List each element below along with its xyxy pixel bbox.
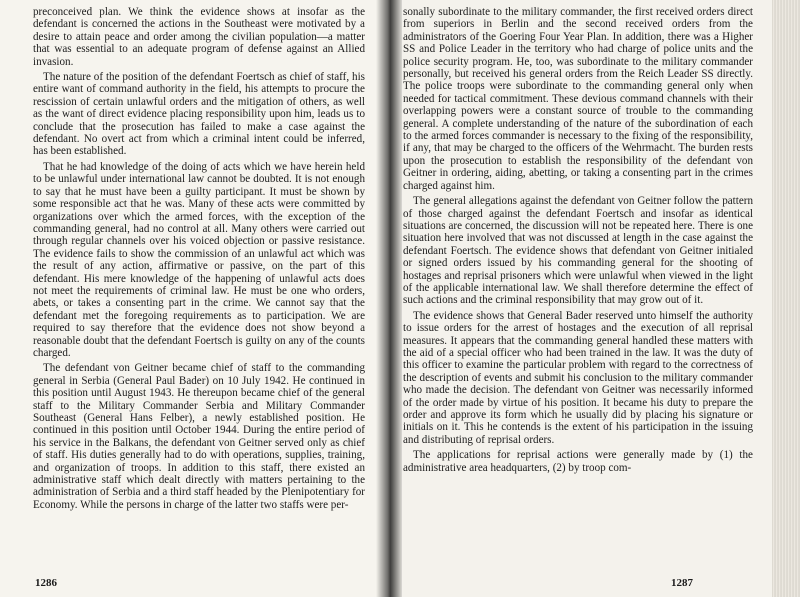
right-page-number: 1287	[671, 577, 693, 589]
paragraph: The defendant von Geitner became chief of staff to the commanding general in Serbia (General Paul Bader) on 10 July 1942. He continued in this position until August 1943. He thereupon became chief of the general staff to the Military Commander Serbia and Military Commander Southeast (General Hans Felber), a newly established position. He continued in this position until October 1944. During the entire period of his service in the Balkans, the defendant von Geitner served only as chief of staff. His duties generally had to do with operations, supplies, training, and organization of troops. In addition to this staff, there existed an administrative staff which dealt directly with matters pertaining to the administration of Serbia and a third staff headed by the Plenipotentiary for Economy. While the persons in charge of the latter two staffs were per-	[33, 362, 365, 511]
paragraph: sonally subordinate to the military commander, the first received orders direct from superiors in Berlin and the second received orders from the administrators of the Goering Four Year Plan. In addition, there was a Higher SS and Police Leader in the territory who had charge of police units and the police security program. He, too, was subordinate to the military commander personally, but received his general orders from the Reich Leader SS directly. The police troops were subordinate to the commanding general only when needed for tactical commitment. These devious command channels with their overlapping powers were a constant source of trouble to the commanding general. A complete understanding of the nature of the subordination of each to the armed forces commander is necessary to the fixing of the responsibility, if any, that may be charged to the officers of the Wehrmacht. The burden rests upon the prosecution to establish the responsibility of the defendant von Geitner in ordering, aiding, abetting, or taking a consenting part in the crimes charged against him.	[403, 6, 753, 192]
left-page-text	[33, 6, 365, 514]
paragraph: The general allegations against the defendant von Geitner follow the pattern of those charged against the defendant Foertsch and insofar as identical situations are concerned, the discussion will not be repeated here. There is one situation here involved that was not discussed at length in the case against the defendant Foertsch. The evidence shows that defendant von Geitner initialed or signed orders issued by his commanding general for the shooting of hostages and reprisal prisoners which were unlawful when viewed in the light of the applicable international law. We shall therefore determine the effect of such actions and the criminal responsibility that may grow out of it.	[403, 195, 753, 307]
page-edges	[772, 0, 800, 597]
left-page-number: 1286	[35, 577, 57, 589]
paragraph: preconceived plan. We think the evidence shows at insofar as the defendant is concerned the actions in the Southeast were motivated by a desire to attain peace and order among the civilian population—a matter that was essential to an adequate program of defense against an Allied invasion.	[33, 6, 365, 68]
right-page-text	[403, 6, 753, 477]
paragraph: The evidence shows that General Bader reserved unto himself the authority to issue orders for the arrest of hostages and the execution of all reprisal measures. It appears that the commanding general handled these matters with the aid of a special officer who had been trained in the law. It was the duty of this officer to examine the particular problem with regard to the correctness of the description of events and submit his conclusion to the military commander who made the decision. The defendant von Geitner was necessarily informed of the order made by virtue of his position. It became his duty to prepare the order and approve its form which he usually did by placing his signature or initials on it. This he contends is the extent of his participation in the issuing and distributing of reprisal orders.	[403, 309, 753, 446]
paragraph: That he had knowledge of the doing of acts which we have herein held to be unlawful under international law cannot be doubted. It is not enough to say that he must have been a guilty participant. It must be shown by some responsible act that he was. Many of these acts were committed by organizations over which the armed forces, with the exception of the commanding general, had no control at all. Many others were carried out through regular channels over his voiced objection or passive resistance. The evidence fails to show the commission of an unlawful act which was the result of any action, affirmative or passive, on the part of this defendant. His mere knowledge of the happening of unlawful acts does not meet the requirements of criminal law. He must be one who orders, abets, or takes a consenting part in the crime. We cannot say that the defendant met the foregoing requirements as to participation. We are required to say therefore that the evidence does not show beyond a reasonable doubt that the defendant Foertsch is guilty on any of the counts charged.	[33, 160, 365, 359]
paragraph: The applications for reprisal actions were generally made by (1) the administrative area headquarters, (2) by troop com-	[403, 449, 753, 474]
paragraph: The nature of the position of the defendant Foertsch as chief of staff, his entire want of command authority in the field, his attempts to procure the rescission of certain unlawful orders and the mitigation of others, as well as the want of direct evidence placing responsibility upon him, leads us to conclude that the prosecution has failed to make a case against the defendant. No overt act from which a criminal intent could be inferred, has been established.	[33, 71, 365, 158]
right-page	[392, 0, 800, 597]
book-gutter-shadow	[376, 0, 402, 597]
left-page	[0, 0, 392, 597]
